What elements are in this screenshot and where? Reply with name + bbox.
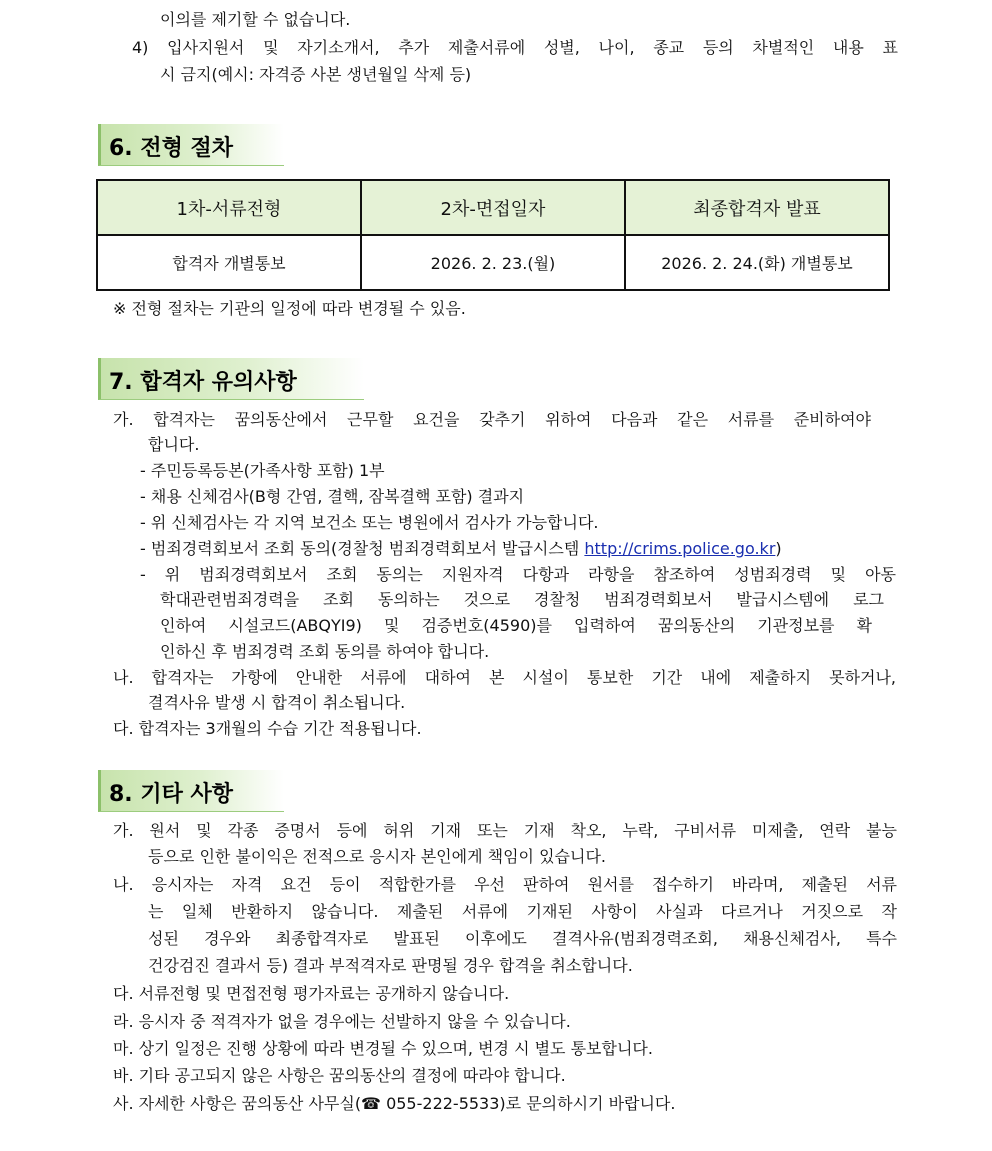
table-header-cell: 1차-서류전형: [97, 180, 361, 235]
list-item-ga: 가. 원서 및 각종 증명서 등에 허위 기재 또는 기재 착오, 누락, 구비서류 미제출, 연락 불능: [113, 821, 897, 840]
doc-item-text: - 범죄경력회보서 조회 동의(경찰청 범죄경력회보서 발급시스템: [140, 539, 585, 558]
section-6-heading: [98, 124, 284, 166]
list-item-na-cont: 결격사유 발생 시 합격이 취소됩니다.: [148, 693, 406, 712]
list-item-da: 다. 합격자는 3개월의 수습 기간 적용됩니다.: [113, 719, 422, 738]
table-header-cell: 최종합격자 발표: [625, 180, 889, 235]
text-line: 이의를 제기할 수 없습니다.: [160, 10, 351, 29]
list-item-ma: 마. 상기 일정은 진행 상황에 따라 변경될 수 있으며, 변경 시 별도 통보합니다.: [113, 1039, 653, 1058]
schedule-note: ※ 전형 절차는 기관의 일정에 따라 변경될 수 있음.: [113, 299, 466, 318]
list-item-ga-cont: 등으로 인한 불이익은 전적으로 응시자 본인에게 책임이 있습니다.: [148, 847, 607, 866]
doc-item: - 위 범죄경력회보서 조회 동의는 지원자격 다항과 라항을 참조하여 성범죄경력 및 아동: [140, 565, 896, 584]
list-item-ra: 라. 응시자 중 적격자가 없을 경우에는 선발하지 않을 수 있습니다.: [113, 1012, 571, 1031]
list-item-na-cont: 건강검진 결과서 등) 결과 부적격자로 판명될 경우 합격을 취소합니다.: [148, 956, 633, 975]
item4-line2: 시 금지(예시: 자격증 사본 생년월일 삭제 등): [160, 65, 472, 84]
list-item-ga-cont: 합니다.: [148, 435, 200, 454]
doc-item: - 채용 신체검사(B형 간염, 결핵, 잠복결핵 포함) 결과지: [140, 487, 525, 506]
table-header-cell: 2차-면접일자: [361, 180, 625, 235]
list-item-ba: 바. 기타 공고되지 않은 사항은 꿈의동산의 결정에 따라야 합니다.: [113, 1066, 566, 1085]
list-item-da: 다. 서류전형 및 면접전형 평가자료는 공개하지 않습니다.: [113, 984, 510, 1003]
doc-item: - 위 신체검사는 각 지역 보건소 또는 병원에서 검사가 가능합니다.: [140, 513, 599, 532]
table-row: [97, 235, 889, 290]
section-7-title: 7. 합격자 유의사항: [109, 370, 297, 395]
section-8-heading: [98, 770, 284, 812]
section-8-title: 8. 기타 사항: [109, 782, 233, 807]
doc-item: - 주민등록등본(가족사항 포함) 1부: [140, 461, 385, 480]
doc-item-cont: 인하여 시설코드(ABQYI9) 및 검증번호(4590)를 입력하여 꿈의동산의 기관정보를 확: [160, 616, 872, 635]
list-item-na-cont: 는 일체 반환하지 않습니다. 제출된 서류에 기재된 사항이 사실과 다르거나 거짓으로 작: [148, 902, 897, 921]
section-6-title: 6. 전형 절차: [109, 136, 233, 161]
list-item-na-cont: 성된 경우와 최종합격자로 발표된 이후에도 결격사유(범죄경력조회, 채용신체검사, 특수: [148, 929, 897, 948]
table-cell: 2026. 2. 24.(화) 개별통보: [625, 235, 889, 290]
schedule-table: [96, 179, 890, 291]
item4-line1: 4) 입사지원서 및 자기소개서, 추가 제출서류에 성별, 나이, 종교 등의 차별적인 내용 표: [132, 38, 898, 57]
section-7-heading: [98, 358, 364, 400]
list-item-ga: 가. 합격자는 꿈의동산에서 근무할 요건을 갖추기 위하여 다음과 같은 서류를 준비하여야: [113, 410, 871, 429]
doc-item-cont: 인하신 후 범죄경력 조회 동의를 하여야 합니다.: [160, 642, 490, 661]
doc-item-cont: 학대관련범죄경력을 조회 동의하는 것으로 경찰청 범죄경력회보서 발급시스템에 로그: [160, 590, 884, 609]
table-cell: 합격자 개별통보: [97, 235, 361, 290]
list-item-na: 나. 응시자는 자격 요건 등이 적합한가를 우선 판하여 원서를 접수하기 바라며, 제출된 서류: [113, 875, 897, 894]
crims-link[interactable]: http://crims.police.go.kr: [584, 539, 776, 558]
list-item-sa: 사. 자세한 사항은 꿈의동산 사무실(☎ 055-222-5533)로 문의하시기 바랍니다.: [113, 1094, 676, 1113]
table-header-row: [97, 180, 889, 235]
doc-item-crims: [140, 538, 782, 560]
table-cell: 2026. 2. 23.(월): [361, 235, 625, 290]
doc-item-close: ): [775, 539, 782, 558]
list-item-na: 나. 합격자는 가항에 안내한 서류에 대하여 본 시설이 통보한 기간 내에 제출하지 못하거나,: [113, 668, 896, 687]
